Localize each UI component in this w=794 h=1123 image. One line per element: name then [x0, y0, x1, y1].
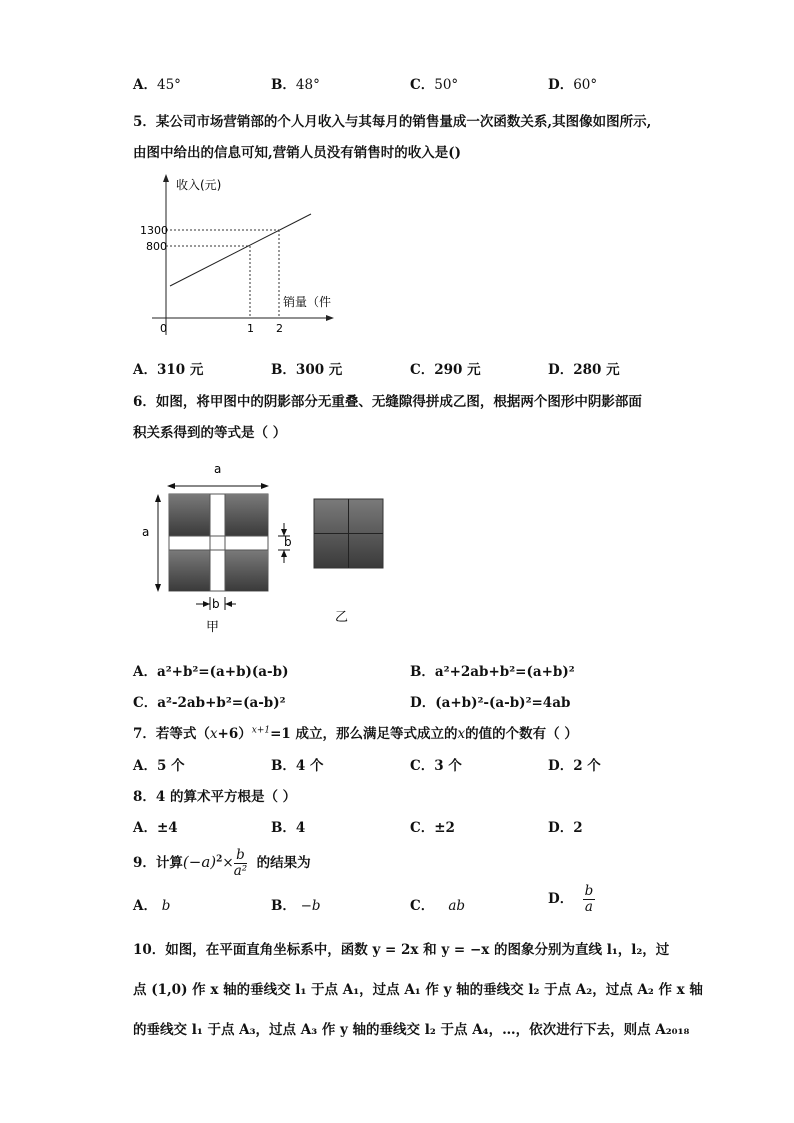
option-value: 310 元	[156, 362, 204, 378]
option-value: 60°	[573, 77, 598, 93]
option-letter: A．	[133, 820, 157, 836]
q9-exponent: 2	[216, 854, 223, 865]
q6-figure	[138, 455, 398, 640]
option-letter: B．	[410, 664, 435, 680]
q5-option-b	[271, 358, 342, 378]
q10-stem-line1: 10．如图，在平面直角坐标系中，函数 y = 2x 和 y = −x 的图象分别为直线 l₁，l₂，过	[133, 942, 670, 958]
q9-text-post: 的结果为	[256, 855, 311, 871]
q7-stem	[133, 722, 578, 742]
option-value: 45°	[156, 77, 181, 93]
label-a-top: a	[214, 462, 222, 476]
x-axis-arrow	[326, 315, 334, 321]
y-axis-label: 收入(元)	[176, 178, 222, 192]
q8-option-b	[271, 816, 305, 836]
option-value: 48°	[295, 77, 320, 93]
q5-option-c	[410, 358, 481, 378]
x-tick-1: 1	[247, 322, 254, 335]
q8-stem: 8．4 的算术平方根是（ ）	[133, 789, 297, 805]
option-value: 290 元	[434, 362, 481, 378]
q7-option-a	[133, 754, 185, 774]
label-b-bottom: b	[212, 597, 220, 611]
q9-option-c	[410, 894, 465, 914]
q5-income-graph	[138, 172, 338, 344]
option-value: ±2	[434, 820, 455, 836]
option-value: 4	[295, 820, 306, 836]
option-value: 2	[573, 820, 583, 836]
x-tick-0: 0	[160, 322, 167, 335]
q6-option-b	[410, 660, 575, 680]
option-letter: B．	[271, 758, 296, 774]
income-line	[170, 214, 311, 286]
q10-stem-line2: 点 (1,0) 作 x 轴的垂线交 l₁ 于点 A₁，过点 A₁ 作 y 轴的垂线交 l₂ 于点 A₂，过点 A₂ 作 x 轴	[133, 982, 703, 998]
q7-text-pre: 7．若等式（	[133, 726, 210, 742]
option-letter: A．	[133, 758, 157, 774]
q7-var-x: x	[209, 726, 218, 742]
q8-option-a	[133, 816, 178, 836]
q7-option-d	[548, 754, 601, 774]
arrow-down-icon	[155, 584, 161, 592]
arrow-right-icon	[261, 483, 269, 489]
q6-option-d	[410, 691, 570, 711]
q4-option-b	[271, 73, 320, 93]
option-value: a²+2ab+b²=(a+b)²	[434, 664, 575, 680]
q4-option-c	[410, 73, 458, 93]
q7-text-post: =1 成立，那么满足等式成立的	[270, 726, 458, 742]
option-letter: B．	[271, 77, 296, 93]
arrow-right-icon	[203, 601, 210, 607]
option-letter: C．	[410, 820, 435, 836]
q6-stem-line2: 积关系得到的等式是（ ）	[133, 425, 287, 441]
option-letter: D．	[548, 891, 574, 907]
option-d-numerator: b	[584, 883, 594, 899]
option-letter: B．	[271, 898, 296, 914]
option-value: a²+b²=(a+b)(a-b)	[156, 664, 289, 680]
q6-option-c	[133, 691, 286, 711]
option-letter: C．	[133, 695, 158, 711]
jia-piece-br	[225, 550, 268, 591]
option-letter: D．	[548, 77, 574, 93]
q8-option-d	[548, 816, 583, 836]
q9-base: (−a)	[182, 853, 217, 871]
q9-option-b	[271, 894, 321, 914]
q7-var-x2: x	[457, 726, 466, 742]
option-value: 50°	[434, 77, 459, 93]
option-value: (a+b)²-(a-b)²=4ab	[435, 695, 571, 711]
option-letter: A．	[133, 898, 157, 914]
y-tick-1300: 1300	[140, 224, 168, 237]
option-letter: D．	[410, 695, 436, 711]
q5-option-d	[548, 358, 620, 378]
jia-piece-bl	[169, 550, 210, 591]
q9-stem	[133, 848, 311, 879]
option-letter: A．	[133, 362, 157, 378]
option-letter: A．	[133, 77, 157, 93]
q7-option-c	[410, 754, 462, 774]
option-value: 300 元	[295, 362, 343, 378]
option-value: −b	[300, 898, 321, 914]
q9-option-a	[133, 894, 170, 914]
q9-option-d	[548, 884, 595, 915]
option-letter: C．	[410, 898, 435, 914]
option-value: 4 个	[295, 758, 324, 774]
option-letter: A．	[133, 664, 157, 680]
option-letter: C．	[410, 77, 435, 93]
q9-numerator: b	[234, 848, 247, 864]
q9-times: ×	[222, 855, 234, 871]
option-value: b	[161, 898, 171, 914]
q9-fraction	[234, 848, 247, 879]
label-a-left: a	[142, 525, 150, 539]
option-letter: D．	[548, 362, 574, 378]
label-b-right: b	[284, 535, 292, 549]
q5-option-a	[133, 358, 203, 378]
option-value: ab	[448, 898, 466, 914]
y-tick-800: 800	[146, 240, 167, 253]
arrow-up-icon	[281, 550, 287, 557]
option-letter: B．	[271, 820, 296, 836]
q8-option-c	[410, 816, 455, 836]
jia-piece-tl	[169, 494, 210, 536]
x-tick-2: 2	[276, 322, 283, 335]
y-axis-arrow	[163, 174, 169, 182]
q6-option-a	[133, 660, 288, 680]
q7-option-b	[271, 754, 324, 774]
arrow-left-icon	[167, 483, 175, 489]
option-letter: B．	[271, 362, 296, 378]
q5-stem-line1: 5．某公司市场营销部的个人月收入与其每月的销售量成一次函数关系,其图像如图所示,	[133, 114, 652, 130]
q7-text-end: 的值的个数有（ ）	[465, 726, 578, 742]
option-value: a²-2ab+b²=(a-b)²	[157, 695, 286, 711]
option-letter: C．	[410, 758, 435, 774]
q9-text-pre: 9．计算	[133, 855, 183, 871]
q4-option-d	[548, 73, 597, 93]
q9-option-d-fraction	[583, 884, 596, 915]
jia-piece-tr	[225, 494, 268, 536]
option-letter: C．	[410, 362, 435, 378]
option-value: 3 个	[434, 758, 462, 774]
q9-denominator: a²	[233, 863, 248, 879]
caption-yi: 乙	[335, 610, 349, 625]
option-letter: D．	[548, 820, 574, 836]
option-value: 280 元	[573, 362, 620, 378]
q5-stem-line2: 由图中给出的信息可知,营销人员没有销售时的收入是()	[133, 145, 461, 161]
option-value: ±4	[156, 820, 178, 836]
option-d-denominator: a	[584, 899, 593, 915]
x-axis-label: 销量（件	[283, 295, 332, 309]
q4-option-a	[133, 73, 181, 93]
arrow-up-icon	[155, 494, 161, 502]
option-letter: D．	[548, 758, 574, 774]
q7-text-mid: +6）	[217, 726, 252, 742]
q6-stem-line1: 6．如图，将甲图中的阴影部分无重叠、无缝隙得拼成乙图，根据两个图形中阴影部面	[133, 394, 642, 410]
option-value: 2 个	[573, 758, 601, 774]
q7-exponent: x+1	[251, 725, 271, 736]
caption-jia: 甲	[206, 620, 220, 635]
arrow-left-icon	[225, 601, 232, 607]
q10-stem-line3: 的垂线交 l₁ 于点 A₃，过点 A₃ 作 y 轴的垂线交 l₂ 于点 A₄，…，依次进行下去，则点 A₂₀₁₈	[133, 1022, 690, 1038]
option-value: 5 个	[156, 758, 185, 774]
